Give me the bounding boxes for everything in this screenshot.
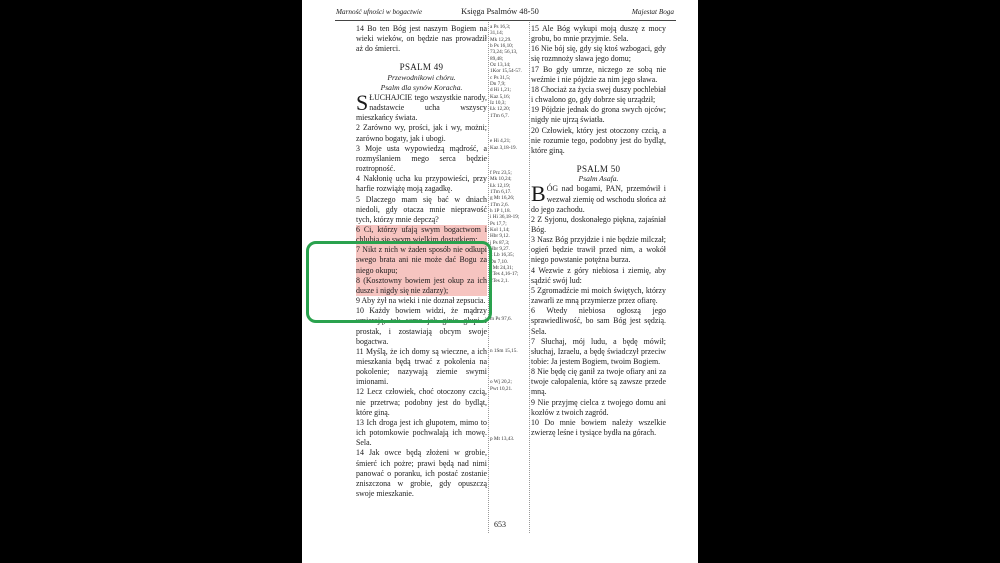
cross-reference: c Ps 31,5; <box>490 74 511 81</box>
running-header-center: Księga Psalmów 48-50 <box>461 7 539 16</box>
running-header-right: Majestat Boga <box>631 8 674 16</box>
verse-49-7-highlighted: 7 Nikt z nich w żaden sposób nie odkupi swego brata ani nie może dać Bogu za niego okupu; <box>356 245 487 275</box>
verse-49-9: 9 Aby żył na wieki i nie doznał zepsucia. <box>356 296 486 306</box>
drop-cap-b: B <box>531 181 546 207</box>
psalm-49-title: PSALM 49 <box>399 62 444 73</box>
cross-reference: Kaz 5,16; <box>490 93 511 100</box>
verse-49-14: 14 Jak owce będą złożeni w grobie, śmierć ich pożre; prawi będą nad nimi panować o poranku, ich postać zostanie zniszczona w grobie, gdy opuszczą swoje mieszkanie. <box>356 448 487 499</box>
verse-50-6: 6 Wtedy niebiosa ogłoszą jego sprawiedliwość, bo sam Bóg jest sędzią. Sela. <box>531 306 666 336</box>
verse-50-7: 7 Słuchaj, mój ludu, a będę mówił; słuchaj, Izraelu, a będę świadczył przeciw tobie: Ja jestem Bogiem, twoim Bogiem. <box>531 336 666 366</box>
cross-reference: g Mt 16,26; <box>490 195 515 202</box>
verse-49-17: 17 Bo gdy umrze, niczego ze sobą nie weźmie i nie pójdzie za nim jego sława. <box>531 64 666 84</box>
cross-reference: 1Tm 2,6. <box>490 201 509 208</box>
psalm-49-subtitle-1: Przewodnikowi chóru. <box>387 72 456 82</box>
verse-49-8-highlighted: 8 (Kosztowny bowiem jest okup za ich dusze i nigdy się nie zdarzy); <box>356 275 487 295</box>
right-column <box>531 24 666 438</box>
cross-reference: Łk 12,19; <box>490 182 511 189</box>
cross-reference: Iz 10,3; <box>490 100 506 107</box>
cross-reference: Łk 12,20; <box>490 106 511 113</box>
cross-reference: 2Tes 2,1. <box>490 277 509 284</box>
psalm-50-title: PSALM 50 <box>576 164 621 175</box>
cross-reference: 1Kor 15,54-57. <box>490 68 522 75</box>
drop-cap-s: S <box>356 89 369 115</box>
verse-50-5: 5 Zgromadźcie mi moich świętych, którzy zawarli ze mną przymierze przez ofiarę. <box>531 285 666 306</box>
cross-reference: 73,24; 56,13, <box>490 49 518 56</box>
cross-reference: k Lb 16,35; <box>490 252 515 259</box>
psalm-49-subtitle-2: Psalm dla synów Koracha. <box>380 82 463 92</box>
cross-reference: h 1P 1,18. <box>490 207 511 214</box>
cross-reference: Kaz 3,18-19. <box>490 144 517 151</box>
verse-49-19: 19 Pójdzie jednak do grona swych ojców; nigdy nie ujrzą światła. <box>531 105 666 125</box>
cross-reference: Dn 7,10. <box>490 258 509 265</box>
cross-reference: Pwt 10,21. <box>490 385 513 392</box>
verse-50-9: 9 Nie przyjmę cielca z twojego domu ani kozłów z twoich zagród. <box>531 397 666 417</box>
verse-49-15: 15 Ale Bóg wykupi moją duszę z mocy grobu, bo mnie przyjmie. Sela. <box>531 24 666 44</box>
verse-50-2: 2 Z Syjonu, doskonałego piękna, zajaśniał Bóg. <box>531 214 666 234</box>
cross-reference: Mk 10,24; <box>490 176 512 183</box>
cross-reference: Oz 13,14; <box>490 62 511 69</box>
header-rule <box>335 20 676 21</box>
cross-reference: a Ps 16,3; <box>490 24 511 30</box>
cross-reference: 1Tm 6,17. <box>490 188 512 195</box>
cross-reference: 1Tes 4,16-17; <box>490 271 519 278</box>
cross-reference: l Mt 24,31; <box>490 265 514 272</box>
cross-reference: p Mt 13,43. <box>490 436 515 443</box>
cross-reference: 1Tm 6,7. <box>490 112 509 119</box>
verse-49-3: 3 Moje usta wypowiedzą mądrość, a rozmyślaniem mego serca będzie roztropność. <box>356 143 487 174</box>
cross-reference: Kol 1,14; <box>490 227 510 233</box>
verse-49-10: 10 Każdy bowiem widzi, że mądrzy umierają, tak samo jak ginie głupi i prostak, i zostawiają obcym swoje bogactwa. <box>356 306 487 346</box>
column-divider-right <box>529 22 530 533</box>
cross-reference: e Hi 4,21; <box>490 138 511 145</box>
cross-reference: Hbr 9,27. <box>490 246 510 253</box>
cross-reference: o Wj 20,2; <box>490 379 512 386</box>
verse-50-10: 10 Do mnie bowiem należy wszelkie zwierzę leśne i tysiące bydła na górach. <box>531 417 666 438</box>
verse-48-14: 14 Bo ten Bóg jest naszym Bogiem na wieki wieków, on będzie nas prowadził aż do śmierci. <box>356 24 487 54</box>
cross-reference: 31,14; <box>490 30 504 37</box>
verse-49-6-highlighted: 6 Ci, którzy ufają swym bogactwom i chlubią się swym wielkim dostatkiem; <box>356 224 487 245</box>
cross-references <box>490 24 528 443</box>
verse-49-13: 13 Ich droga jest ich głupotem, mimo to ich potomkowie pochwalają ich mowę. Sela. <box>356 417 487 448</box>
verse-50-1: ÓG nad bogami, PAN, przemówił i wezwał ziemię od wschodu słońca aż do jego zachodu. <box>531 184 666 214</box>
verse-49-1: ŁUCHAJCIE tego wszystkie narody, nadstawcie ucha wszyscy mieszkańcy świata. <box>356 92 487 123</box>
cross-reference: b Ps 16,10; <box>490 43 514 50</box>
verse-50-3: 3 Nasz Bóg przyjdzie i nie będzie milczał; ogień będzie trawił przed nim, a wokół niego powstanie potężna burza. <box>531 235 666 265</box>
verse-49-4: 4 Nakłonię ucha ku przypowieści, przy harfie rozwiążę moją zagadkę. <box>356 174 487 194</box>
cross-reference: m Ps 97,6. <box>490 315 512 322</box>
cross-reference: Dn 7,9; <box>490 81 506 88</box>
verse-49-11: 11 Myślą, że ich domy są wieczne, a ich mieszkania będą trwać z pokolenia na pokolenie; nazywają ziemie swymi imionami. <box>356 346 487 387</box>
verse-49-18: 18 Chociaż za życia swej duszy pochlebiał i chwalono go, gdy dobrze się urządził; <box>531 84 666 105</box>
verse-50-4: 4 Wezwie z góry niebiosa i ziemię, aby sądzić swój lud: <box>531 265 666 285</box>
verse-49-20: 20 Człowiek, który jest otoczony czcią, a nie rozumie tego, podobny jest do bydląt, które giną. <box>531 125 666 155</box>
green-selection-box <box>306 241 492 323</box>
cross-reference: i Hi 36,18-19; <box>490 214 520 221</box>
psalm-50-subtitle: Psalm Asafa. <box>578 174 619 184</box>
cross-reference: Mk 12,29. <box>490 36 512 43</box>
cross-reference: Ps 17,7; <box>490 220 507 227</box>
cross-reference: 89,48; <box>490 55 504 62</box>
running-header-left: Marność ufności w bogactwie <box>336 8 423 16</box>
verse-49-16: 16 Nie bój się, gdy się ktoś wzbogaci, gdy się rozmnoży sława jego domu; <box>531 44 666 64</box>
cross-reference: f Prz 23,5; <box>490 169 512 176</box>
verse-49-5: 5 Dlaczego mam się bać w dniach niedoli, gdy otacza mnie nieprawość tych, którzy mnie depczą? <box>356 194 487 224</box>
cross-reference: d Hi 1,21; <box>490 87 511 94</box>
cross-reference: n 1Sm 15,15. <box>490 347 518 354</box>
verse-49-2: 2 Zarówno wy, prości, jak i wy, możni; zarówno bogaty, jak i ubogi. <box>356 123 487 143</box>
cross-reference: Hbr 9,12. <box>490 233 510 240</box>
page-number: 653 <box>494 520 506 529</box>
verse-49-12: 12 Lecz człowiek, choć otoczony czcią, nie przetrwa; podobny jest do bydląt, które giną. <box>356 387 487 417</box>
cross-reference: j Ps 87,3; <box>490 239 510 246</box>
verse-50-8: 8 Nie będę cię ganił za twoje ofiary ani za twoje całopalenia, które są zawsze przede mną. <box>531 367 666 397</box>
